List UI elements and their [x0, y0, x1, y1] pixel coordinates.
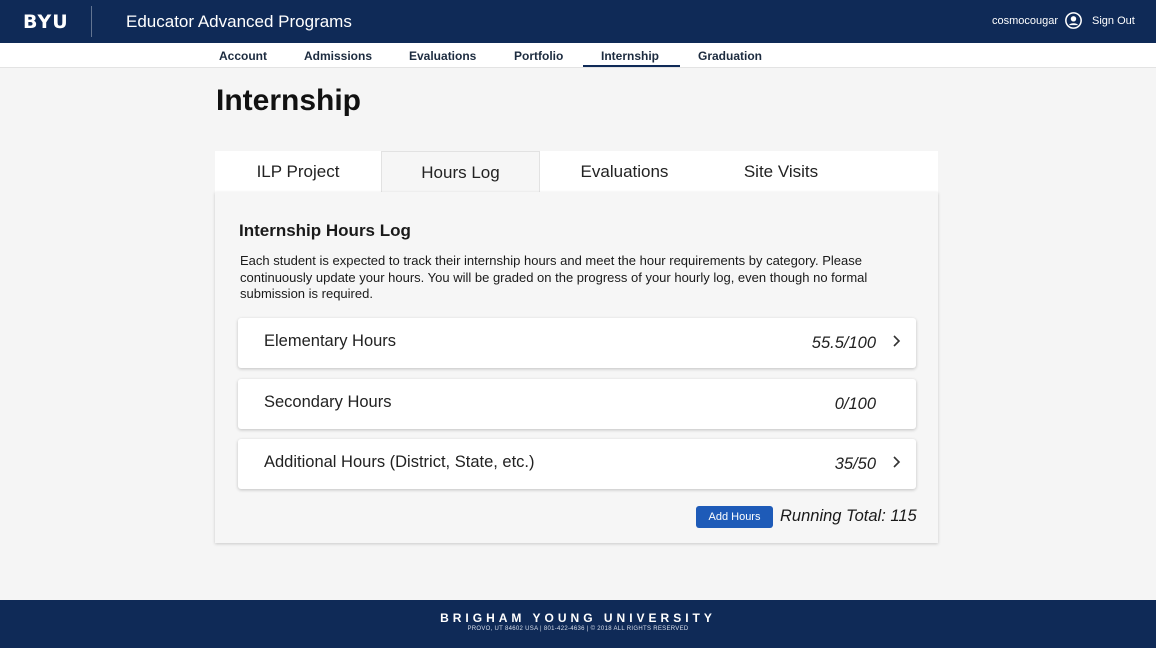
hours-log-description: Each student is expected to track their internship hours and meet the hour requirements by category. Please continuously update your hours. You will be graded on the progress of your hourly log, even though no formal submission is required.	[240, 253, 868, 301]
hours-row-elementary[interactable]	[238, 318, 916, 368]
hours-row-label: Additional Hours (District, State, etc.)	[264, 453, 535, 471]
top-header	[0, 0, 1156, 43]
sign-out-link[interactable]: Sign Out	[1092, 15, 1135, 27]
nav-item-portfolio[interactable]: Portfolio	[514, 49, 564, 63]
hours-row-value: 0/100	[834, 395, 876, 413]
chevron-right-icon[interactable]	[891, 453, 901, 471]
app-title[interactable]: Educator Advanced Programs	[126, 12, 352, 31]
hours-row-additional[interactable]	[238, 439, 916, 489]
chevron-right-icon[interactable]	[891, 332, 901, 350]
nav-active-indicator	[583, 65, 680, 67]
nav-item-account[interactable]: Account	[219, 49, 267, 63]
hours-row-label: Elementary Hours	[264, 332, 397, 350]
site-footer	[0, 600, 1156, 648]
page-title: Internship	[216, 84, 362, 117]
tab-evaluations[interactable]: Evaluations	[580, 162, 669, 181]
username[interactable]: cosmocougar	[991, 15, 1058, 27]
nav-item-admissions[interactable]: Admissions	[304, 49, 373, 63]
main-nav	[0, 43, 1156, 68]
hours-row-value: 55.5/100	[811, 334, 876, 352]
hours-log-panel	[215, 192, 938, 543]
hours-log-title: Internship Hours Log	[239, 221, 411, 240]
add-hours-button[interactable]: Add Hours	[696, 506, 773, 528]
footer-university-name: BRIGHAM YOUNG UNIVERSITY	[440, 611, 716, 625]
tab-ilp-project[interactable]: ILP Project	[256, 162, 340, 181]
nav-item-graduation[interactable]: Graduation	[698, 49, 763, 63]
tab-bar	[215, 151, 938, 193]
byu-logo[interactable]: BYU	[23, 11, 69, 33]
nav-item-evaluations[interactable]: Evaluations	[409, 49, 477, 63]
hours-row-value: 35/50	[834, 455, 876, 473]
user-account-icon[interactable]	[1065, 12, 1082, 29]
footer-address: PROVO, UT 84602 USA | 801-422-4636 | © 2018 ALL RIGHTS RESERVED	[467, 626, 689, 632]
hours-row-label: Secondary Hours	[264, 393, 392, 411]
running-total: Running Total: 115	[780, 507, 917, 525]
tab-hours-log[interactable]: Hours Log	[381, 151, 540, 194]
hours-row-secondary[interactable]	[238, 379, 916, 429]
tab-site-visits[interactable]: Site Visits	[743, 162, 819, 181]
header-divider	[91, 6, 92, 37]
nav-item-internship[interactable]: Internship	[601, 49, 660, 63]
